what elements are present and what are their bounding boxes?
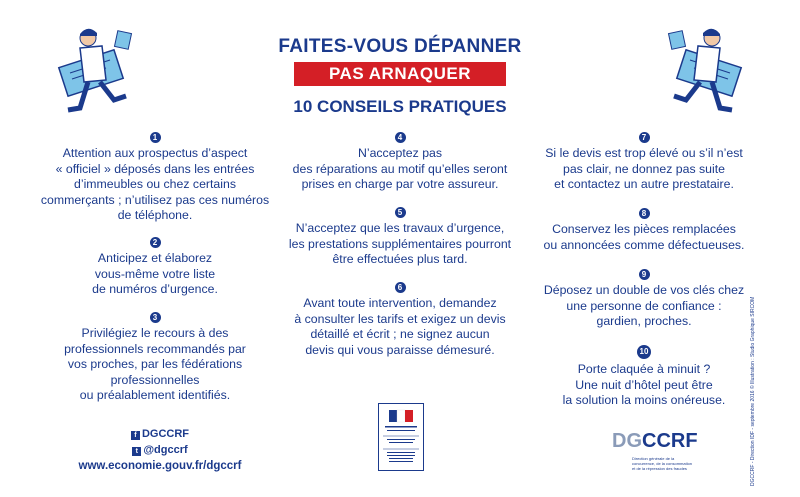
tip-line: des réparations au motif qu’elles seront: [292, 161, 508, 176]
tip-line: Privilégiez le recours à des: [81, 326, 229, 340]
facebook-icon: f: [131, 431, 140, 440]
tip-line: gardien, proches.: [596, 314, 692, 328]
tip-line: prises en charge par votre assureur.: [301, 177, 499, 191]
facebook-handle: DGCCRF: [141, 428, 190, 440]
tip-6: [270, 282, 530, 358]
tip-line: être effectuées plus tard.: [332, 252, 468, 266]
tip-line: la solution la moins onéreuse.: [562, 393, 726, 407]
tip-number: 3: [150, 312, 161, 323]
logo-tagline: Direction générale de la concurrence, de la consommation et de la répression des fraudes: [632, 456, 693, 471]
warning-banner: PAS ARNAQUER: [294, 62, 506, 86]
tip-line: et contactez un autre prestataire.: [554, 177, 734, 191]
tip-2: [25, 237, 285, 298]
logo-dg-text: DG: [612, 430, 642, 452]
twitter-handle: @dgccrf: [143, 444, 188, 456]
tip-line: Si le devis est trop élevé ou s’il n’est: [545, 146, 743, 160]
website-link[interactable]: www.economie.gouv.fr/dgccrf: [78, 460, 242, 472]
tip-line: ou annoncées comme défectueuses.: [543, 237, 745, 252]
republique-francaise-logo: [378, 403, 424, 471]
tip-line: une personne de confiance :: [566, 298, 722, 313]
tip-line: Conservez les pièces remplacées: [552, 222, 736, 236]
tip-line: de numéros d’urgence.: [92, 282, 218, 296]
social-links: [60, 428, 260, 476]
tip-line: Déposez un double de vos clés chez: [543, 283, 745, 297]
tip-line: devis qui vous paraisse démesuré.: [305, 342, 495, 357]
tip-9: [514, 269, 774, 330]
tip-line: professionnelles: [110, 372, 200, 387]
tip-4: [270, 132, 530, 193]
credit-text: DGCCRF - Direction IDF - septembre 2016 © Illustration : Studio Graphique SIRCOM: [750, 296, 756, 486]
tip-line: Avant toute intervention, demandez: [303, 296, 497, 310]
tip-line: à consulter les tarifs et exigez un devis: [294, 311, 506, 326]
tip-line: pas clair, ne donnez pas suite: [562, 161, 725, 176]
tip-line: de téléphone.: [117, 208, 193, 222]
tip-3: [25, 312, 285, 404]
twitter-icon: t: [132, 447, 141, 456]
tip-number: 8: [639, 208, 650, 219]
logo-ccrf-text: CCRF: [642, 430, 698, 452]
tip-number: 10: [637, 345, 651, 359]
tip-7: [514, 132, 774, 193]
tip-line: N’acceptez pas: [357, 146, 443, 160]
tip-line: détaillé et écrit ; ne signez aucun: [310, 327, 490, 341]
twitter-link[interactable]: [60, 444, 260, 456]
tip-1: [25, 132, 285, 224]
tip-line: Anticipez et élaborez: [97, 251, 213, 265]
tip-number: 5: [395, 207, 406, 218]
tip-8: [514, 208, 774, 253]
tip-line: commerçants ; n’utilisez pas ces numéros: [40, 192, 270, 207]
tip-line: Une nuit d’hôtel peut être: [575, 377, 713, 392]
tip-line: vos proches, par les fédérations: [67, 357, 243, 371]
tip-line: les prestations supplémentaires pourront: [288, 236, 512, 251]
tip-line: « officiel » déposés dans les entrées: [55, 161, 255, 176]
facebook-link[interactable]: [60, 428, 260, 440]
page-title: FAITES-VOUS DÉPANNER: [278, 36, 522, 57]
tip-line: vous-même votre liste: [94, 266, 216, 281]
page-subtitle: 10 CONSEILS PRATIQUES: [293, 97, 507, 116]
tip-line: Attention aux prospectus d’aspect: [62, 146, 248, 160]
tip-10: [514, 345, 774, 409]
tip-line: N’acceptez que les travaux d’urgence,: [295, 221, 505, 235]
tip-number: 4: [395, 132, 406, 143]
tip-number: 2: [150, 237, 161, 248]
tip-number: 6: [395, 282, 406, 293]
tip-line: Porte claquée à minuit ?: [577, 362, 711, 376]
tip-line: d’immeubles ou chez certains: [74, 177, 236, 191]
tip-line: professionnels recommandés par: [64, 341, 246, 356]
dgccrf-logo: [608, 430, 698, 485]
tip-number: 1: [150, 132, 161, 143]
tip-5: [270, 207, 530, 268]
tip-line: ou préalablement identifiés.: [79, 388, 231, 402]
tip-number: 7: [639, 132, 650, 143]
tip-number: 9: [639, 269, 650, 280]
